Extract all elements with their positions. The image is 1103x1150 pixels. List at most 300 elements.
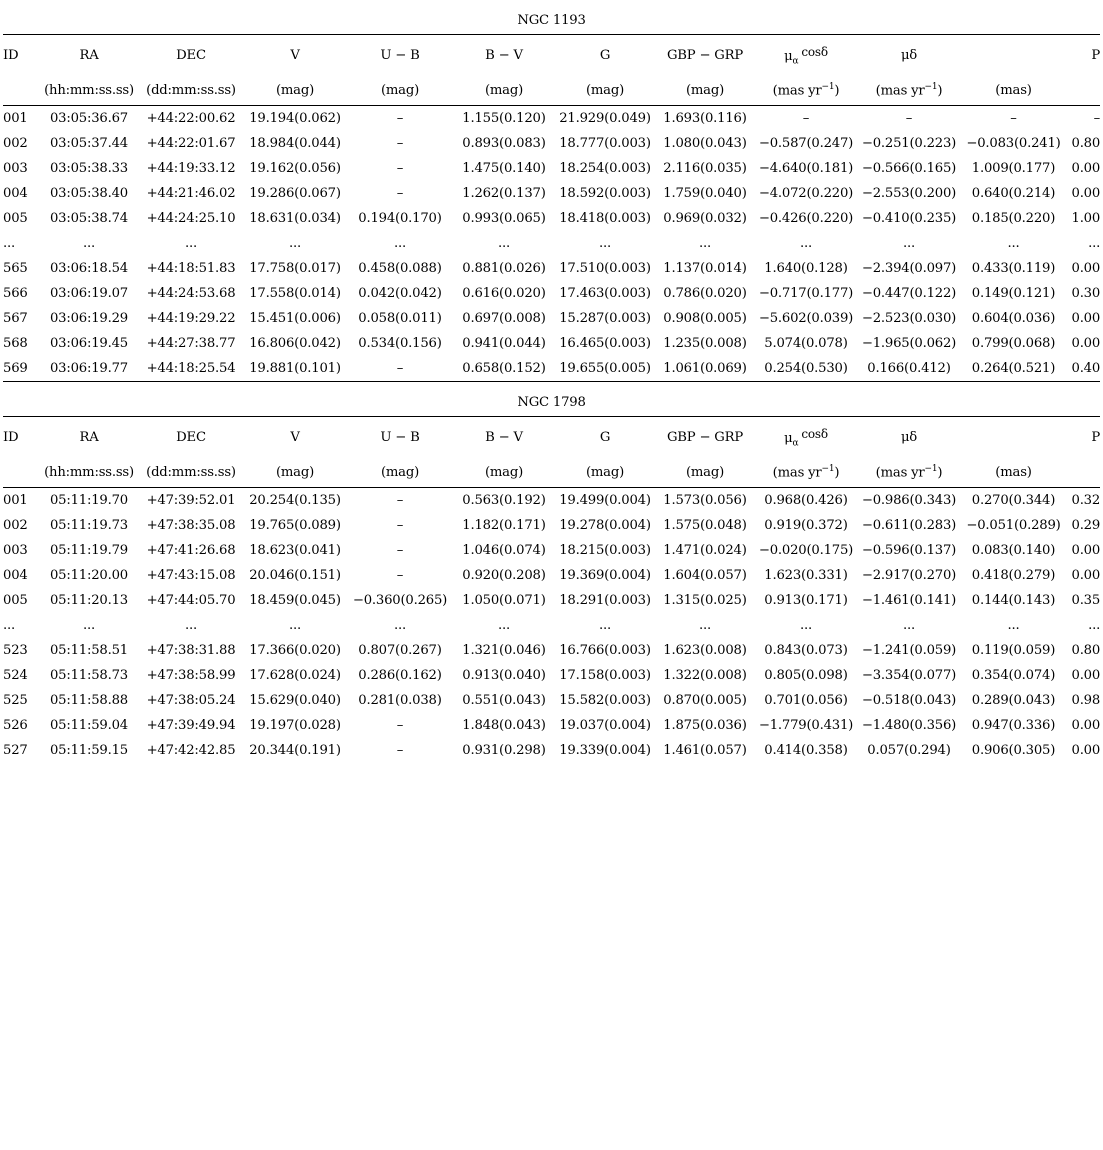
cell-pm-dec-col: −2.523(0.030) <box>861 311 957 326</box>
cell-bv-col: 0.616(0.020) <box>462 286 546 301</box>
cell-pm-ra-col: 1.623(0.331) <box>764 568 848 583</box>
cell-gbp-grp-col: 1.315(0.025) <box>663 593 747 608</box>
ellipsis-cell: ... <box>394 236 406 251</box>
table-row <box>3 538 1100 563</box>
cell-ub-col: 0.194(0.170) <box>358 211 442 226</box>
cell-dec-col: +44:19:33.12 <box>146 161 236 176</box>
table-row <box>3 738 1100 763</box>
cell-id-col: 005 <box>3 593 28 608</box>
cell-id-col: 527 <box>3 743 28 758</box>
cell-pm-dec-col: −2.394(0.097) <box>861 261 957 276</box>
cell-ra-col: 05:11:59.15 <box>49 743 128 758</box>
catalogue-table-page <box>3 0 1100 763</box>
ellipsis-cell: ... <box>699 618 711 633</box>
ellipsis-cell: ... <box>599 618 611 633</box>
ellipsis-cell: ... <box>903 236 915 251</box>
cell-gbp-grp-col: 1.461(0.057) <box>663 743 747 758</box>
cell-ub-col: – <box>396 186 404 201</box>
header-gbp-grp-col: GBP − GRP <box>666 429 744 445</box>
cell-gbp-grp-col: 1.080(0.043) <box>663 136 747 151</box>
ellipsis-cell: ... <box>185 236 197 251</box>
cell-bv-col: 0.920(0.208) <box>462 568 546 583</box>
cell-dec-col: +44:19:29.22 <box>146 311 236 326</box>
cell-parallax-col: 0.144(0.143) <box>971 593 1056 608</box>
cell-ub-col: – <box>396 493 404 508</box>
cell-ra-col: 03:05:38.40 <box>49 186 128 201</box>
ellipsis-cell: ... <box>498 236 510 251</box>
unit-dec-col: (dd:mm:ss.ss) <box>146 464 236 480</box>
cell-dec-col: +47:44:05.70 <box>146 593 236 608</box>
cell-pm-dec-col: −0.986(0.343) <box>861 493 957 508</box>
cell-g-col: 21.929(0.049) <box>559 111 651 126</box>
cell-v-col: 20.254(0.135) <box>249 493 341 508</box>
cell-id-col: 569 <box>3 356 39 382</box>
cell-prob-col: 0.40 <box>1066 356 1100 382</box>
cell-parallax-col: 0.433(0.119) <box>971 261 1056 276</box>
ellipsis-cell: ... <box>289 618 301 633</box>
ellipsis-cell: ... <box>498 618 510 633</box>
cell-ra-col: 05:11:19.79 <box>49 543 128 558</box>
cell-ub-col: – <box>396 543 404 558</box>
cell-v-col: 19.765(0.089) <box>249 518 341 533</box>
header-prob-col: P <box>1091 429 1101 445</box>
cell-pm-ra-col: 0.913(0.171) <box>764 593 848 608</box>
cell-dec-col: +47:42:42.85 <box>146 743 236 758</box>
unit-id-col <box>3 75 39 106</box>
cell-ub-col: – <box>396 161 404 176</box>
header-g-col: G <box>599 429 611 445</box>
cell-bv-col: 1.182(0.171) <box>462 518 546 533</box>
cell-pm-dec-col: −0.447(0.122) <box>861 286 957 301</box>
cell-parallax-col: 0.289(0.043) <box>971 693 1056 708</box>
column-header-row <box>3 35 1100 76</box>
cell-ra-col: 03:06:19.07 <box>49 286 128 301</box>
cell-v-col: 20.344(0.191) <box>249 743 341 758</box>
cell-dec-col: +44:24:25.10 <box>146 211 236 226</box>
cell-dec-col: +44:18:25.54 <box>139 356 243 382</box>
cell-prob-col: 0.29 <box>1071 518 1101 533</box>
cell-pm-ra-col: −0.717(0.177) <box>758 286 854 301</box>
cell-ub-col: 0.286(0.162) <box>358 668 442 683</box>
header-pm-ra-col <box>755 35 857 76</box>
cell-parallax-col: 0.418(0.279) <box>971 568 1056 583</box>
ellipsis-cell: ... <box>3 618 15 633</box>
cell-bv-col: 0.893(0.083) <box>462 136 546 151</box>
cos-delta-text: cosδ <box>801 427 828 442</box>
cell-bv-col: 0.931(0.298) <box>462 743 546 758</box>
table-row <box>3 688 1100 713</box>
cell-gbp-grp-col: 1.137(0.014) <box>663 261 747 276</box>
cell-v-col: 18.623(0.041) <box>249 543 341 558</box>
unit-pm-ra-col <box>755 457 857 488</box>
cell-v-col: 19.881(0.101) <box>243 356 347 382</box>
cell-gbp-grp-col: 1.693(0.116) <box>663 111 747 126</box>
cell-g-col: 19.278(0.004) <box>559 518 651 533</box>
cell-ra-col: 05:11:20.13 <box>49 593 128 608</box>
cell-prob-col: 0.00 <box>1071 311 1101 326</box>
unit-ra-col: (hh:mm:ss.ss) <box>44 82 134 98</box>
table-row <box>3 181 1100 206</box>
header-dec-col: DEC <box>176 429 206 445</box>
cell-pm-ra-col: −0.426(0.220) <box>758 211 854 226</box>
unit-v-col: (mag) <box>275 464 315 480</box>
unit-prob-col <box>1066 75 1100 106</box>
unit-gbp-grp-col: (mag) <box>685 82 725 98</box>
cell-prob-col: 0.00 <box>1071 743 1101 758</box>
cell-ub-col: 0.458(0.088) <box>358 261 442 276</box>
cell-g-col: 18.592(0.003) <box>559 186 651 201</box>
ellipsis-cell: ... <box>903 618 915 633</box>
cell-dec-col: +44:18:51.83 <box>146 261 236 276</box>
cell-gbp-grp-col: 1.322(0.008) <box>663 668 747 683</box>
cell-g-col: 15.582(0.003) <box>559 693 651 708</box>
cell-bv-col: 1.050(0.071) <box>462 593 546 608</box>
cell-id-col: 004 <box>3 568 28 583</box>
cell-pm-ra-col: 0.968(0.426) <box>764 493 848 508</box>
cell-gbp-grp-col: 1.875(0.036) <box>663 718 747 733</box>
cell-parallax-col: 0.799(0.068) <box>971 336 1056 351</box>
cell-prob-col: 1.00 <box>1071 211 1101 226</box>
cell-ra-col: 03:06:19.45 <box>49 336 128 351</box>
column-header-row <box>3 417 1100 458</box>
cell-pm-dec-col: −0.410(0.235) <box>861 211 957 226</box>
cell-prob-col: 0.00 <box>1071 186 1101 201</box>
cell-v-col: 18.459(0.045) <box>249 593 341 608</box>
cell-pm-ra-col: 0.414(0.358) <box>764 743 848 758</box>
cell-parallax-col: 0.149(0.121) <box>971 286 1056 301</box>
cell-g-col: 16.465(0.003) <box>559 336 651 351</box>
ellipsis-row <box>3 613 1100 638</box>
cell-dec-col: +47:38:05.24 <box>146 693 236 708</box>
table-row <box>3 106 1100 132</box>
cluster-title-row <box>3 0 1100 35</box>
ellipsis-cell: ... <box>83 236 95 251</box>
cell-pm-dec-col: −1.480(0.356) <box>861 718 957 733</box>
cell-bv-col: 0.551(0.043) <box>462 693 546 708</box>
cell-pm-dec-col: −3.354(0.077) <box>861 668 957 683</box>
cell-ra-col: 03:05:38.74 <box>49 211 128 226</box>
cell-parallax-col: 0.947(0.336) <box>971 718 1056 733</box>
alpha-subscript: α <box>792 57 799 67</box>
cell-id-col: 001 <box>3 493 28 508</box>
catalogue-table <box>3 0 1100 763</box>
cell-ub-col: – <box>396 743 404 758</box>
cell-g-col: 15.287(0.003) <box>559 311 651 326</box>
ellipsis-cell: ... <box>3 236 15 251</box>
cell-gbp-grp-col: 1.575(0.048) <box>663 518 747 533</box>
header-prob-col: P <box>1091 47 1101 63</box>
unit-prefix: (mas yr <box>875 465 925 481</box>
cell-pm-dec-col: −0.596(0.137) <box>861 543 957 558</box>
cell-pm-dec-col: 0.057(0.294) <box>867 743 951 758</box>
cell-id-col: 004 <box>3 186 28 201</box>
cell-id-col: 524 <box>3 668 28 683</box>
unit-bv-col: (mag) <box>484 82 524 98</box>
table-row <box>3 713 1100 738</box>
cell-dec-col: +47:38:31.88 <box>146 643 236 658</box>
unit-ra-col: (hh:mm:ss.ss) <box>44 464 134 480</box>
cell-dec-col: +47:41:26.68 <box>146 543 236 558</box>
cell-dec-col: +47:38:35.08 <box>146 518 236 533</box>
header-ra-col: RA <box>79 429 99 445</box>
cell-pm-dec-col: −0.251(0.223) <box>861 136 957 151</box>
cell-parallax-col: – <box>1010 111 1017 126</box>
cos-delta-text: cosδ <box>801 45 828 60</box>
header-v-col: V <box>290 429 300 445</box>
cell-g-col: 18.254(0.003) <box>559 161 651 176</box>
cell-prob-col: 0.80 <box>1071 136 1101 151</box>
unit-gbp-grp-col: (mag) <box>685 464 725 480</box>
units-header-row <box>3 457 1100 488</box>
cell-id-col: 566 <box>3 286 28 301</box>
unit-exponent: −1 <box>821 81 835 92</box>
cell-dec-col: +47:39:52.01 <box>146 493 236 508</box>
cell-gbp-grp-col: 0.969(0.032) <box>663 211 747 226</box>
cell-ra-col: 03:05:38.33 <box>49 161 128 176</box>
cell-prob-col: 0.35 <box>1071 593 1101 608</box>
header-gbp-grp-col: GBP − GRP <box>666 47 744 63</box>
cell-dec-col: +44:22:01.67 <box>146 136 236 151</box>
header-id-col: ID <box>3 429 19 445</box>
unit-prefix: (mas yr <box>772 83 822 99</box>
cell-pm-ra-col: 5.074(0.078) <box>764 336 848 351</box>
cell-pm-ra-col: −4.640(0.181) <box>758 161 854 176</box>
cell-pm-ra-col: 1.640(0.128) <box>764 261 848 276</box>
table-row <box>3 156 1100 181</box>
header-pm-ra-col <box>755 417 857 458</box>
cell-ra-col: 03:05:37.44 <box>49 136 128 151</box>
cell-gbp-grp-col: 0.870(0.005) <box>663 693 747 708</box>
header-ub-col: U − B <box>380 429 420 445</box>
unit-bv-col: (mag) <box>484 464 524 480</box>
header-v-col: V <box>290 47 300 63</box>
cell-pm-ra-col: −4.072(0.220) <box>758 186 854 201</box>
cell-v-col: 17.558(0.014) <box>249 286 341 301</box>
mu-symbol: μ <box>784 431 793 447</box>
table-row <box>3 131 1100 156</box>
cell-pm-ra-col: 0.805(0.098) <box>764 668 848 683</box>
cell-ra-col: 05:11:19.73 <box>49 518 128 533</box>
cell-bv-col: 0.913(0.040) <box>462 668 546 683</box>
cell-id-col: 567 <box>3 311 28 326</box>
cell-parallax-col: 0.119(0.059) <box>971 643 1056 658</box>
cell-v-col: 19.162(0.056) <box>249 161 341 176</box>
alpha-subscript: α <box>792 439 799 449</box>
header-bv-col: B − V <box>485 429 523 445</box>
cell-bv-col: 0.658(0.152) <box>453 356 555 382</box>
cell-parallax-col: 0.083(0.140) <box>971 543 1056 558</box>
cell-g-col: 19.339(0.004) <box>559 743 651 758</box>
cell-id-col: 002 <box>3 518 28 533</box>
cell-v-col: 18.984(0.044) <box>249 136 341 151</box>
cell-pm-ra-col: – <box>802 111 810 126</box>
cell-ra-col: 05:11:20.00 <box>49 568 128 583</box>
cell-ra-col: 05:11:58.88 <box>49 693 128 708</box>
cell-parallax-col: 0.354(0.074) <box>971 668 1056 683</box>
ellipsis-cell: ... <box>1088 236 1101 251</box>
unit-suffix: ) <box>834 465 840 481</box>
cell-ra-col: 03:05:36.67 <box>49 111 128 126</box>
cell-pm-dec-col: −0.518(0.043) <box>861 693 957 708</box>
cell-ra-col: 03:06:19.29 <box>49 311 128 326</box>
unit-parallax-col: (mas) <box>995 464 1032 480</box>
header-parallax-col <box>961 35 1066 76</box>
cell-prob-col: 0.00 <box>1071 718 1101 733</box>
cell-pm-dec-col: −0.611(0.283) <box>861 518 957 533</box>
cell-pm-dec-col: 0.166(0.412) <box>857 356 961 382</box>
unit-pm-ra-col <box>755 75 857 106</box>
header-pm-dec-col: μδ <box>900 429 918 445</box>
unit-id-col <box>3 457 39 488</box>
table-row <box>3 563 1100 588</box>
cell-pm-dec-col: −1.965(0.062) <box>861 336 957 351</box>
cell-parallax-col: 1.009(0.177) <box>971 161 1056 176</box>
cell-parallax-col: −0.083(0.241) <box>966 136 1061 151</box>
table-row <box>3 306 1100 331</box>
unit-exponent: −1 <box>924 81 938 92</box>
cell-dec-col: +44:22:00.62 <box>146 111 236 126</box>
cell-gbp-grp-col: 0.786(0.020) <box>663 286 747 301</box>
cell-gbp-grp-col: 1.471(0.024) <box>663 543 747 558</box>
cell-ub-col: – <box>396 568 404 583</box>
cell-prob-col: 0.00 <box>1071 336 1101 351</box>
table-row <box>3 206 1100 231</box>
unit-suffix: ) <box>937 465 943 481</box>
cell-g-col: 19.655(0.005) <box>555 356 655 382</box>
cell-bv-col: 1.475(0.140) <box>462 161 546 176</box>
table-body <box>3 0 1100 763</box>
cell-pm-ra-col: −5.602(0.039) <box>758 311 854 326</box>
ellipsis-cell: ... <box>800 236 812 251</box>
cell-gbp-grp-col: 1.623(0.008) <box>663 643 747 658</box>
cell-g-col: 18.777(0.003) <box>559 136 651 151</box>
cell-id-col: 002 <box>3 136 28 151</box>
cell-ra-col: 03:06:19.77 <box>39 356 139 382</box>
cell-prob-col: 0.32 <box>1071 493 1101 508</box>
cell-ub-col: 0.042(0.042) <box>358 286 442 301</box>
cell-gbp-grp-col: 1.235(0.008) <box>663 336 747 351</box>
unit-g-col: (mag) <box>585 82 625 98</box>
cluster-name: NGC 1193 <box>3 0 1100 35</box>
units-header-row <box>3 75 1100 106</box>
unit-exponent: −1 <box>821 463 835 474</box>
cell-v-col: 19.197(0.028) <box>249 718 341 733</box>
cell-dec-col: +44:24:53.68 <box>146 286 236 301</box>
cell-gbp-grp-col: 1.759(0.040) <box>663 186 747 201</box>
header-pm-dec-col: μδ <box>900 47 918 63</box>
ellipsis-cell: ... <box>83 618 95 633</box>
cell-v-col: 19.194(0.062) <box>249 111 341 126</box>
cell-prob-col: 0.98 <box>1071 693 1101 708</box>
table-row <box>3 513 1100 538</box>
cell-pm-ra-col: 0.843(0.073) <box>764 643 848 658</box>
table-row <box>3 638 1100 663</box>
ellipsis-cell: ... <box>699 236 711 251</box>
cell-parallax-col: 0.640(0.214) <box>971 186 1056 201</box>
cell-parallax-col: 0.270(0.344) <box>971 493 1056 508</box>
cell-bv-col: 0.941(0.044) <box>462 336 546 351</box>
cell-dec-col: +47:39:49.94 <box>146 718 236 733</box>
unit-exponent: −1 <box>924 463 938 474</box>
cell-g-col: 19.037(0.004) <box>559 718 651 733</box>
unit-parallax-col: (mas) <box>995 82 1032 98</box>
cell-ra-col: 03:06:18.54 <box>49 261 128 276</box>
unit-ub-col: (mag) <box>380 82 420 98</box>
unit-pm-dec-col <box>857 457 961 488</box>
cell-v-col: 20.046(0.151) <box>249 568 341 583</box>
ellipsis-cell: ... <box>599 236 611 251</box>
unit-suffix: ) <box>937 83 943 99</box>
cell-parallax-col: 0.604(0.036) <box>971 311 1056 326</box>
cell-dec-col: +44:21:46.02 <box>146 186 236 201</box>
cell-pm-ra-col: −0.020(0.175) <box>758 543 854 558</box>
cell-id-col: 565 <box>3 261 28 276</box>
table-row <box>3 356 1100 382</box>
cell-g-col: 19.369(0.004) <box>559 568 651 583</box>
cell-prob-col: 0.00 <box>1071 261 1101 276</box>
table-row <box>3 663 1100 688</box>
cell-bv-col: 1.321(0.046) <box>462 643 546 658</box>
cell-ub-col: 0.534(0.156) <box>358 336 442 351</box>
cell-parallax-col: 0.906(0.305) <box>971 743 1056 758</box>
cell-ub-col: 0.281(0.038) <box>358 693 442 708</box>
cell-pm-ra-col: −1.779(0.431) <box>758 718 854 733</box>
cell-bv-col: 0.697(0.008) <box>462 311 546 326</box>
cell-ub-col: −0.360(0.265) <box>352 593 448 608</box>
table-row <box>3 488 1100 514</box>
cell-g-col: 17.510(0.003) <box>559 261 651 276</box>
cell-v-col: 18.631(0.034) <box>249 211 341 226</box>
cell-prob-col: 0.80 <box>1071 643 1101 658</box>
ellipsis-cell: ... <box>1088 618 1101 633</box>
cell-bv-col: 1.155(0.120) <box>462 111 546 126</box>
cell-id-col: 525 <box>3 693 28 708</box>
cluster-name: NGC 1798 <box>3 382 1100 417</box>
table-row <box>3 256 1100 281</box>
cell-v-col: 19.286(0.067) <box>249 186 341 201</box>
mu-symbol: μ <box>784 49 793 65</box>
cell-ub-col: – <box>347 356 453 382</box>
cell-dec-col: +47:43:15.08 <box>146 568 236 583</box>
cell-pm-dec-col: – <box>905 111 913 126</box>
unit-pm-dec-col <box>857 75 961 106</box>
header-parallax-col <box>961 417 1066 458</box>
ellipsis-cell: ... <box>185 618 197 633</box>
cell-id-col: 005 <box>3 211 28 226</box>
cell-pm-dec-col: −1.461(0.141) <box>861 593 957 608</box>
cell-gbp-grp-col: 1.061(0.069) <box>655 356 755 382</box>
cell-id-col: 001 <box>3 111 28 126</box>
table-row <box>3 588 1100 613</box>
cell-prob-col: 0.30 <box>1071 286 1101 301</box>
header-ub-col: U − B <box>380 47 420 63</box>
header-bv-col: B − V <box>485 47 523 63</box>
cell-ra-col: 05:11:59.04 <box>49 718 128 733</box>
cell-pm-dec-col: −0.566(0.165) <box>861 161 957 176</box>
cell-dec-col: +47:38:58.99 <box>146 668 236 683</box>
cell-gbp-grp-col: 0.908(0.005) <box>663 311 747 326</box>
cell-bv-col: 0.993(0.065) <box>462 211 546 226</box>
cell-ub-col: – <box>396 136 404 151</box>
cell-prob-col: 0.00 <box>1071 543 1101 558</box>
cell-bv-col: 1.262(0.137) <box>462 186 546 201</box>
cell-ub-col: – <box>396 518 404 533</box>
cell-gbp-grp-col: 2.116(0.035) <box>663 161 747 176</box>
cell-gbp-grp-col: 1.573(0.056) <box>663 493 747 508</box>
unit-prob-col <box>1066 457 1100 488</box>
cell-dec-col: +44:27:38.77 <box>146 336 236 351</box>
cell-g-col: 18.215(0.003) <box>559 543 651 558</box>
